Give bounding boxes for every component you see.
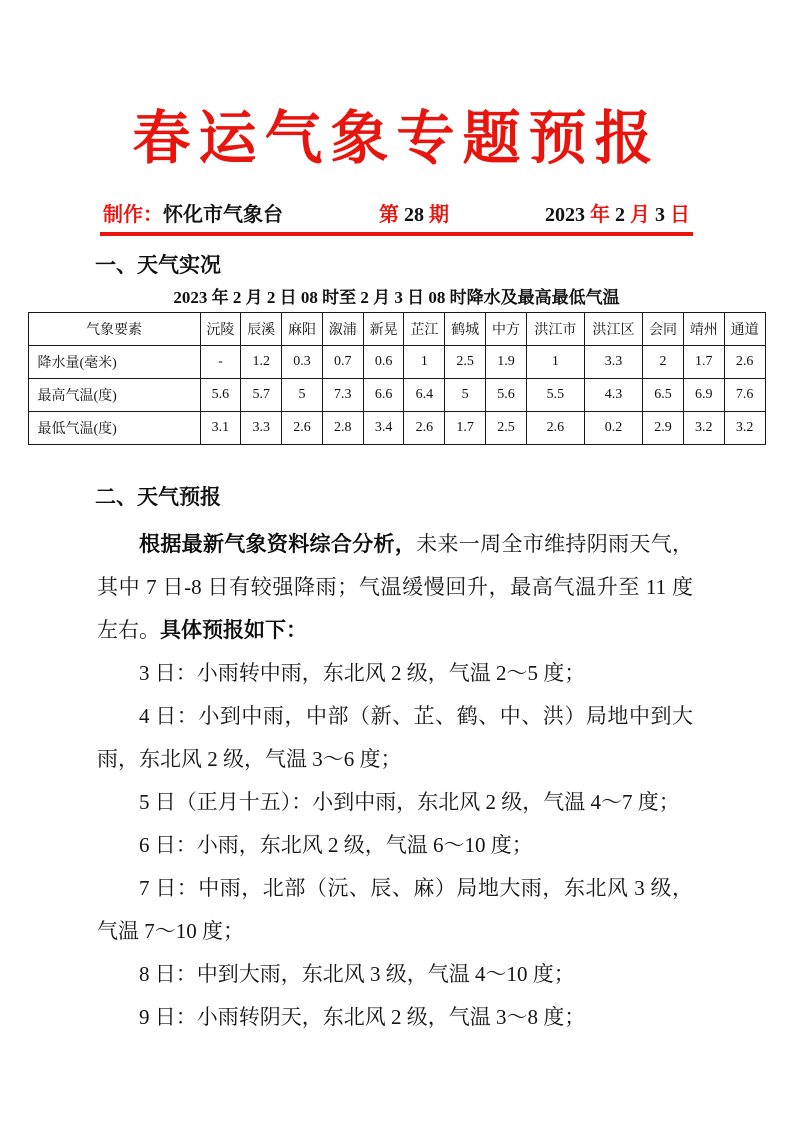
value-cell: -: [200, 346, 241, 379]
date-year-unit: 年: [585, 204, 615, 226]
value-cell: 1.2: [241, 346, 282, 379]
value-cell: 5.6: [486, 379, 527, 412]
red-divider: [100, 232, 693, 236]
value-cell: 0.7: [322, 346, 363, 379]
value-cell: 0.6: [363, 346, 404, 379]
forecast-item: 7 日：中雨，北部（沅、辰、麻）局地大雨，东北风 3 级，气温 7～10 度；: [97, 876, 693, 943]
column-header: 麻阳: [282, 313, 323, 346]
column-header: 洪江区: [584, 313, 642, 346]
meta-row: [103, 202, 690, 228]
date-day-unit: 日: [665, 204, 690, 226]
value-cell: 1.7: [683, 346, 724, 379]
value-cell: 4.3: [584, 379, 642, 412]
section2-heading: 二、天气预报: [95, 485, 221, 509]
value-cell: 5: [282, 379, 323, 412]
column-header: 气象要素: [28, 313, 200, 346]
value-cell: 2.8: [322, 412, 363, 445]
column-header: 洪江市: [526, 313, 584, 346]
column-header: 鹤城: [445, 313, 486, 346]
forecast-intro-lead: 根据最新气象资料综合分析，: [139, 532, 417, 556]
row-label: 降水量(毫米): [28, 346, 200, 379]
issue-number: [379, 202, 449, 228]
value-cell: 2.6: [404, 412, 445, 445]
value-cell: 7.3: [322, 379, 363, 412]
date-month: 2: [615, 204, 625, 226]
forecast-intro-tail: 具体预报如下：: [160, 618, 307, 642]
value-cell: 3.2: [683, 412, 724, 445]
table-row: [28, 379, 765, 412]
forecast-item: 9 日：小雨转阴天，东北风 2 级，气温 3～8 度；: [139, 1005, 586, 1029]
value-cell: 7.6: [724, 379, 765, 412]
date-month-unit: 月: [625, 204, 655, 226]
column-header: 沅陵: [200, 313, 241, 346]
forecast-item: 8 日：中到大雨，东北风 3 级，气温 4～10 度；: [139, 962, 575, 986]
table-row: [28, 346, 765, 379]
row-label: 最低气温(度): [28, 412, 200, 445]
page-title: 春运气象专题预报: [132, 104, 661, 172]
forecast-intro-text: 未来一周全市维持阴雨天气，其中 7 日-8 日有较强降雨；气温缓慢回升，最高气温升至 11 度左右。: [97, 532, 694, 642]
value-cell: 5.7: [241, 379, 282, 412]
value-cell: 6.5: [643, 379, 684, 412]
forecast-item: 3 日：小雨转中雨，东北风 2 级，气温 2～5 度；: [139, 661, 586, 685]
producer-label: 制作：: [103, 204, 163, 226]
forecast-item: 5 日（正月十五）：小到中雨，东北风 2 级，气温 4～7 度；: [139, 790, 680, 814]
forecast-intro: [97, 523, 693, 652]
value-cell: 2.6: [282, 412, 323, 445]
forecast-item: 4 日：小到中雨，中部（新、芷、鹤、中、洪）局地中到大雨，东北风 2 级，气温 3～6 度；: [97, 704, 693, 771]
weather-table-body: [28, 346, 765, 445]
producer-name: 怀化市气象台: [163, 204, 283, 226]
date-year: 2023: [545, 204, 585, 226]
issue-value: 28: [399, 204, 429, 226]
table-row: [28, 412, 765, 445]
column-header: 会同: [643, 313, 684, 346]
value-cell: 1.9: [486, 346, 527, 379]
value-cell: 5.5: [526, 379, 584, 412]
value-cell: 6.4: [404, 379, 445, 412]
publish-date: [545, 202, 690, 228]
value-cell: 5.6: [200, 379, 241, 412]
issue-prefix: 第: [379, 204, 399, 226]
producer: [103, 202, 283, 228]
value-cell: 0.3: [282, 346, 323, 379]
value-cell: 3.1: [200, 412, 241, 445]
issue-suffix: 期: [429, 204, 449, 226]
column-header: 新晃: [363, 313, 404, 346]
value-cell: 6.6: [363, 379, 404, 412]
table-title: 2023 年 2 月 2 日 08 时至 2 月 3 日 08 时降水及最高最低气温: [173, 288, 620, 307]
value-cell: 6.9: [683, 379, 724, 412]
value-cell: 2.5: [445, 346, 486, 379]
value-cell: 2.6: [724, 346, 765, 379]
value-cell: 3.4: [363, 412, 404, 445]
column-header: 中方: [486, 313, 527, 346]
value-cell: 2.6: [526, 412, 584, 445]
row-label: 最高气温(度): [28, 379, 200, 412]
table-header-row: [28, 313, 765, 346]
value-cell: 1.7: [445, 412, 486, 445]
value-cell: 3.3: [584, 346, 642, 379]
weather-table-header: [28, 313, 765, 346]
value-cell: 3.2: [724, 412, 765, 445]
column-header: 靖州: [683, 313, 724, 346]
value-cell: 0.2: [584, 412, 642, 445]
forecast-item: 6 日：小雨，东北风 2 级，气温 6～10 度；: [139, 833, 533, 857]
value-cell: 2: [643, 346, 684, 379]
column-header: 辰溪: [241, 313, 282, 346]
forecast-list: [0, 652, 793, 1039]
column-header: 芷江: [404, 313, 445, 346]
value-cell: 3.3: [241, 412, 282, 445]
value-cell: 1: [404, 346, 445, 379]
value-cell: 2.5: [486, 412, 527, 445]
column-header: 溆浦: [322, 313, 363, 346]
value-cell: 1: [526, 346, 584, 379]
value-cell: 2.9: [643, 412, 684, 445]
value-cell: 5: [445, 379, 486, 412]
column-header: 通道: [724, 313, 765, 346]
section1-heading: 一、天气实况: [95, 253, 221, 277]
weather-table: [28, 312, 766, 445]
date-day: 3: [655, 204, 665, 226]
